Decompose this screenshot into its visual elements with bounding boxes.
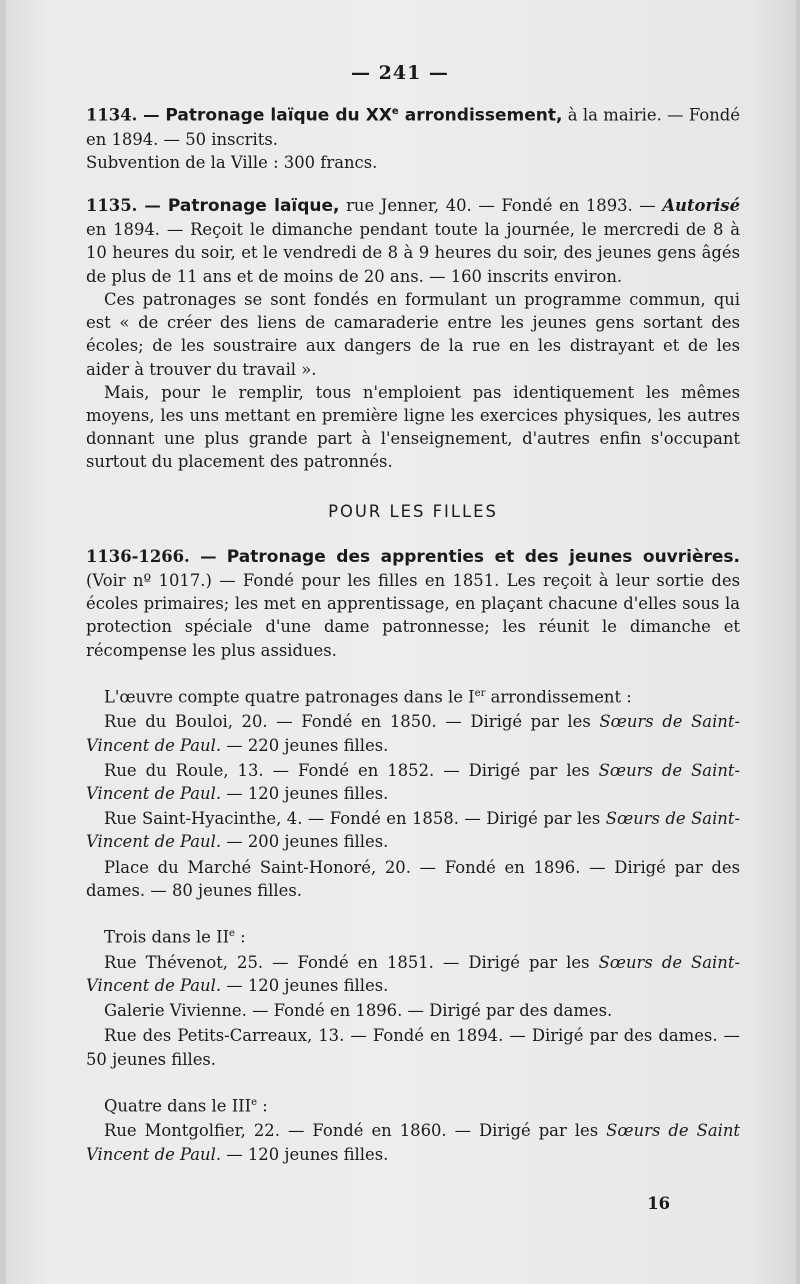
intro-end: :	[234, 927, 246, 947]
page-left-edge	[0, 0, 6, 1284]
list-item	[86, 951, 740, 997]
page-number: — 241 —	[351, 62, 449, 84]
entry-dash: —	[137, 105, 166, 125]
item-count: — 120 jeunes filles.	[221, 784, 389, 804]
item-text: Rue Thévenot, 25. — Fondé en 1851. — Dirigé par les	[104, 952, 599, 972]
item-text: Rue du Roule, 13. — Fondé en 1852. — Dirigé par les	[104, 760, 599, 780]
entry-1134-subvention: Subvention de la Ville : 300 francs.	[86, 152, 378, 172]
intro-sup: e	[229, 928, 235, 940]
entry-title: Patronage laïque,	[167, 196, 340, 217]
entry-title: Patronage laïque du XX	[165, 105, 392, 126]
item-text: Rue Saint-Hyacinthe, 4. — Fondé en 1858. — Dirigé par les	[104, 809, 606, 829]
item-count: — 120 jeunes filles.	[221, 1144, 389, 1164]
body-text	[86, 100, 740, 1166]
list-item	[86, 856, 740, 902]
paragraph-programme: Ces patronages se sont fondés en formulant un programme commun, qui est « de créer des liens de camaraderie entre les jeunes gens sortant des écoles; de les soustraire aux dangers de la rue en les distrayant et de les aider à trouver du travail ».	[86, 289, 740, 379]
entry-number: 1135.	[86, 196, 138, 216]
signature-mark: 16	[647, 1194, 670, 1213]
item-count: — 220 jeunes filles.	[221, 735, 389, 755]
item-count: — 120 jeunes filles.	[221, 975, 389, 995]
entry-1136-1266	[86, 545, 740, 662]
entry-number: 1134.	[86, 105, 138, 125]
entry-text-cont: en 1894. — Reçoit le dimanche pendant toute la journée, le mercredi de 8 à 10 heures du soir, et le vendredi de 8 à 9 heures du soir, des jeunes gens âgés de plus de 11 ans et de moins de 20 ans. — 160 inscrits environ.	[86, 220, 740, 286]
intro-text: Trois dans le II	[104, 927, 230, 947]
entry-title-cont: arrondissement,	[398, 105, 563, 126]
entry-italic: Autorisé	[662, 196, 740, 216]
entry-text: à la mairie. — Fondé en 1894. — 50 inscrits.	[86, 105, 740, 149]
entry-1134	[86, 100, 740, 151]
intro-sup: er	[474, 687, 486, 699]
arrondissement-1-intro	[86, 682, 740, 709]
arrondissement-3-intro	[86, 1091, 740, 1118]
entry-text: (Voir nº 1017.) — Fondé pour les filles en 1851. Les reçoit à leur sortie des écoles primaires; les met en apprentissage, en plaçant chacune d'elles sous la protection spéciale d'une dame patronnesse; les réunit le dimanche et récompense les plus assidues.	[86, 570, 740, 660]
intro-sup: e	[251, 1096, 258, 1108]
item-italic: Sœurs de Saint-Vincent de Paul.	[86, 809, 740, 852]
section-heading: POUR LES FILLES	[328, 501, 498, 521]
entry-dash: —	[189, 546, 227, 566]
item-count: — 200 jeunes filles.	[221, 832, 389, 852]
item-text: Galerie Vivienne. — Fondé en 1896. — Dirigé par des dames.	[104, 1001, 613, 1021]
item-text: Rue Montgolfier, 22. — Fondé en 1860. — Dirigé par les	[104, 1121, 607, 1141]
list-item	[86, 807, 740, 853]
intro-text: Quatre dans le III	[104, 1096, 252, 1116]
page-right-edge	[796, 0, 800, 1284]
list-item	[86, 759, 740, 805]
entry-text: rue Jenner, 40. — Fondé en 1893. —	[339, 196, 663, 216]
item-italic: Sœurs de Saint-Vincent de Paul.	[86, 760, 741, 804]
item-italic: Sœurs de Saint-Vincent de Paul.	[86, 952, 740, 995]
entry-number: 1136-1266.	[86, 546, 190, 566]
intro-end: arrondissement :	[485, 687, 632, 707]
item-italic: Sœurs de Saint Vincent de Paul.	[86, 1121, 740, 1164]
item-text: Place du Marché Saint-Honoré, 20. — Fondé en 1896. — Dirigé par des dames. — 80 jeunes filles.	[86, 857, 740, 900]
entry-dash: —	[137, 196, 168, 216]
entry-1135	[86, 194, 740, 288]
item-text: Rue du Bouloi, 20. — Fondé en 1850. — Dirigé par les	[104, 712, 600, 732]
intro-end: :	[257, 1096, 268, 1116]
list-item	[86, 1119, 740, 1165]
item-italic: Sœurs de Saint-Vincent de Paul.	[86, 712, 740, 755]
intro-text: L'œuvre compte quatre patronages dans le I	[104, 687, 475, 707]
entry-title-sup: e	[391, 106, 399, 117]
entry-title: Patronage des apprenties et des jeunes ouvrières.	[226, 546, 740, 567]
paragraph-moyens: Mais, pour le remplir, tous n'emploient pas identiquement les mêmes moyens, les uns mettant en première ligne les exercices physiques, les autres donnant une plus grande part à l'enseignement, d'autres enfin s'occupant surtout du placement des patronnés.	[86, 382, 740, 472]
arrondissement-2-intro	[86, 922, 740, 949]
list-item	[86, 999, 740, 1022]
list-item	[86, 710, 740, 756]
item-text: Rue des Petits-Carreaux, 13. — Fondé en 1894. — Dirigé par des dames. — 50 jeunes filles.	[86, 1026, 740, 1069]
list-item	[86, 1024, 740, 1070]
